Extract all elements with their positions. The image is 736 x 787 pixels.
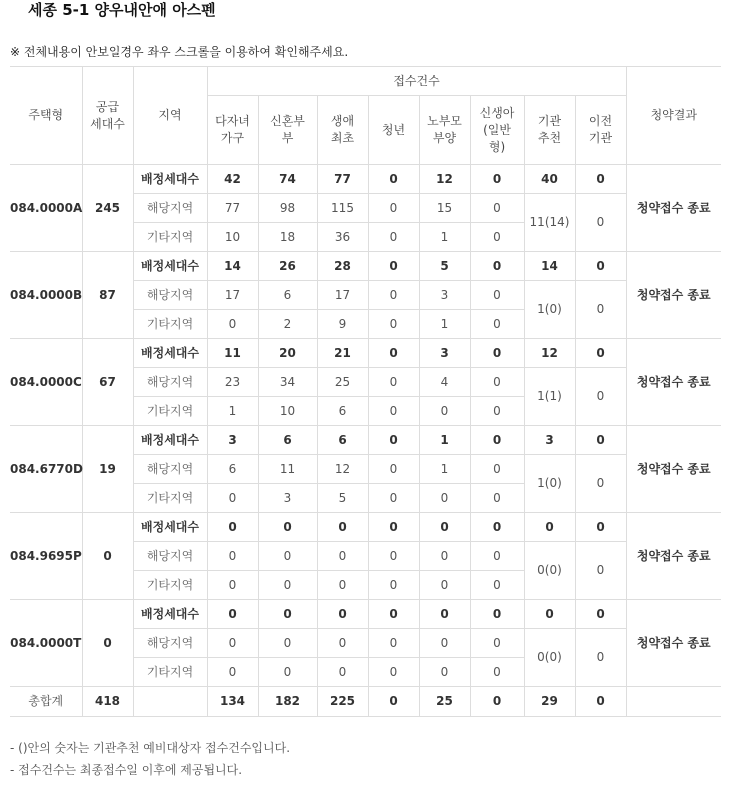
table-row xyxy=(10,426,721,455)
total-label-cell: 총합계 xyxy=(10,687,82,717)
housing-type-cell: 084.0000A xyxy=(10,165,82,252)
total-value-cell: 182 xyxy=(258,687,317,717)
header-relocation-agency: 이전 기관 xyxy=(575,96,626,165)
other-count-cell: 5 xyxy=(317,484,368,513)
region-label-cell: 배정세대수 xyxy=(133,513,207,542)
other-count-cell: 1 xyxy=(419,310,470,339)
allocated-count-cell: 0 xyxy=(575,426,626,455)
other-count-cell: 0 xyxy=(317,658,368,687)
empty-cell xyxy=(626,687,721,717)
result-status-cell: 청약접수 종료 xyxy=(626,426,721,513)
agency-count-cell: 1(0) xyxy=(524,455,575,513)
allocated-count-cell: 74 xyxy=(258,165,317,194)
allocated-count-cell: 5 xyxy=(419,252,470,281)
local-count-cell: 17 xyxy=(207,281,258,310)
total-value-cell: 0 xyxy=(575,687,626,717)
housing-type-cell: 084.0000C xyxy=(10,339,82,426)
other-count-cell: 0 xyxy=(258,658,317,687)
region-label-cell: 기타지역 xyxy=(133,310,207,339)
other-count-cell: 0 xyxy=(207,310,258,339)
local-count-cell: 11 xyxy=(258,455,317,484)
allocated-count-cell: 0 xyxy=(258,600,317,629)
region-label-cell: 기타지역 xyxy=(133,658,207,687)
other-count-cell: 0 xyxy=(368,223,419,252)
relocation-count-cell: 0 xyxy=(575,629,626,687)
allocated-count-cell: 0 xyxy=(470,252,524,281)
local-count-cell: 0 xyxy=(368,629,419,658)
region-label-cell: 배정세대수 xyxy=(133,426,207,455)
other-count-cell: 0 xyxy=(207,571,258,600)
result-status-cell: 청약접수 종료 xyxy=(626,252,721,339)
agency-count-cell: 0(0) xyxy=(524,542,575,600)
local-count-cell: 15 xyxy=(419,194,470,223)
footnotes xyxy=(10,737,290,781)
local-count-cell: 0 xyxy=(470,194,524,223)
table-body xyxy=(10,165,721,717)
other-count-cell: 0 xyxy=(419,397,470,426)
other-count-cell: 0 xyxy=(470,397,524,426)
housing-type-cell: 084.0000B xyxy=(10,252,82,339)
allocated-count-cell: 0 xyxy=(207,513,258,542)
local-count-cell: 0 xyxy=(470,368,524,397)
allocated-count-cell: 0 xyxy=(368,513,419,542)
allocated-count-cell: 40 xyxy=(524,165,575,194)
region-label-cell: 기타지역 xyxy=(133,397,207,426)
subscription-result-table xyxy=(10,66,721,717)
relocation-count-cell: 0 xyxy=(575,281,626,339)
allocated-count-cell: 28 xyxy=(317,252,368,281)
supply-count-cell: 67 xyxy=(82,339,133,426)
allocated-count-cell: 0 xyxy=(470,339,524,368)
other-count-cell: 0 xyxy=(419,571,470,600)
allocated-count-cell: 77 xyxy=(317,165,368,194)
local-count-cell: 3 xyxy=(419,281,470,310)
local-count-cell: 12 xyxy=(317,455,368,484)
allocated-count-cell: 0 xyxy=(317,600,368,629)
allocated-count-cell: 0 xyxy=(575,339,626,368)
allocated-count-cell: 14 xyxy=(207,252,258,281)
local-count-cell: 0 xyxy=(470,542,524,571)
allocated-count-cell: 42 xyxy=(207,165,258,194)
allocated-count-cell: 0 xyxy=(575,600,626,629)
other-count-cell: 0 xyxy=(368,658,419,687)
allocated-count-cell: 6 xyxy=(258,426,317,455)
table-row xyxy=(10,165,721,194)
other-count-cell: 0 xyxy=(368,571,419,600)
allocated-count-cell: 14 xyxy=(524,252,575,281)
region-label-cell: 기타지역 xyxy=(133,571,207,600)
table-row xyxy=(10,252,721,281)
region-label-cell: 해당지역 xyxy=(133,455,207,484)
other-count-cell: 10 xyxy=(258,397,317,426)
supply-count-cell: 0 xyxy=(82,513,133,600)
page-title: 세종 5-1 양우내안애 아스펜 xyxy=(28,1,216,19)
local-count-cell: 0 xyxy=(317,629,368,658)
agency-count-cell: 11(14) xyxy=(524,194,575,252)
allocated-count-cell: 0 xyxy=(575,165,626,194)
header-first-time: 생애 최초 xyxy=(317,96,368,165)
allocated-count-cell: 0 xyxy=(317,513,368,542)
local-count-cell: 0 xyxy=(207,542,258,571)
other-count-cell: 18 xyxy=(258,223,317,252)
relocation-count-cell: 0 xyxy=(575,194,626,252)
total-value-cell: 134 xyxy=(207,687,258,717)
allocated-count-cell: 0 xyxy=(368,600,419,629)
local-count-cell: 0 xyxy=(368,542,419,571)
local-count-cell: 0 xyxy=(470,629,524,658)
allocated-count-cell: 0 xyxy=(575,513,626,542)
allocated-count-cell: 0 xyxy=(470,600,524,629)
header-agency-recommend: 기관 추천 xyxy=(524,96,575,165)
local-count-cell: 0 xyxy=(368,194,419,223)
allocated-count-cell: 12 xyxy=(419,165,470,194)
other-count-cell: 0 xyxy=(317,571,368,600)
total-value-cell: 29 xyxy=(524,687,575,717)
other-count-cell: 1 xyxy=(419,223,470,252)
total-value-cell: 25 xyxy=(419,687,470,717)
allocated-count-cell: 0 xyxy=(368,426,419,455)
header-supply: 공급 세대수 xyxy=(82,67,133,165)
other-count-cell: 3 xyxy=(258,484,317,513)
supply-count-cell: 87 xyxy=(82,252,133,339)
supply-count-cell: 0 xyxy=(82,600,133,687)
allocated-count-cell: 6 xyxy=(317,426,368,455)
other-count-cell: 0 xyxy=(368,310,419,339)
housing-type-cell: 084.9695P xyxy=(10,513,82,600)
allocated-count-cell: 0 xyxy=(207,600,258,629)
allocated-count-cell: 0 xyxy=(575,252,626,281)
header-parent-support: 노부모 부양 xyxy=(419,96,470,165)
other-count-cell: 10 xyxy=(207,223,258,252)
other-count-cell: 0 xyxy=(470,571,524,600)
result-status-cell: 청약접수 종료 xyxy=(626,513,721,600)
local-count-cell: 0 xyxy=(470,455,524,484)
other-count-cell: 0 xyxy=(207,484,258,513)
allocated-count-cell: 11 xyxy=(207,339,258,368)
other-count-cell: 0 xyxy=(470,484,524,513)
region-label-cell: 해당지역 xyxy=(133,368,207,397)
table-row xyxy=(10,600,721,629)
allocated-count-cell: 0 xyxy=(524,513,575,542)
agency-count-cell: 1(1) xyxy=(524,368,575,426)
table-row xyxy=(10,339,721,368)
other-count-cell: 0 xyxy=(470,223,524,252)
local-count-cell: 34 xyxy=(258,368,317,397)
other-count-cell: 0 xyxy=(368,397,419,426)
other-count-cell: 2 xyxy=(258,310,317,339)
allocated-count-cell: 20 xyxy=(258,339,317,368)
local-count-cell: 6 xyxy=(258,281,317,310)
region-label-cell: 해당지역 xyxy=(133,194,207,223)
local-count-cell: 0 xyxy=(419,629,470,658)
other-count-cell: 6 xyxy=(317,397,368,426)
region-label-cell: 기타지역 xyxy=(133,223,207,252)
region-label-cell: 배정세대수 xyxy=(133,339,207,368)
header-youth: 청년 xyxy=(368,96,419,165)
footnote: - ()안의 숫자는 기관추천 예비대상자 접수건수입니다. xyxy=(10,741,291,755)
local-count-cell: 0 xyxy=(258,629,317,658)
relocation-count-cell: 0 xyxy=(575,368,626,426)
housing-type-cell: 084.0000T xyxy=(10,600,82,687)
region-label-cell: 배정세대수 xyxy=(133,252,207,281)
region-label-cell: 해당지역 xyxy=(133,281,207,310)
local-count-cell: 77 xyxy=(207,194,258,223)
other-count-cell: 0 xyxy=(470,310,524,339)
header-receipt-count: 접수건수 xyxy=(207,67,626,96)
local-count-cell: 98 xyxy=(258,194,317,223)
supply-count-cell: 19 xyxy=(82,426,133,513)
local-count-cell: 0 xyxy=(207,629,258,658)
local-count-cell: 1 xyxy=(419,455,470,484)
total-value-cell: 0 xyxy=(368,687,419,717)
allocated-count-cell: 3 xyxy=(524,426,575,455)
scroll-notice: ※ 전체내용이 안보일경우 좌우 스크롤을 이용하여 확인해주세요. xyxy=(10,45,349,59)
local-count-cell: 23 xyxy=(207,368,258,397)
header-newlywed: 신혼부 부 xyxy=(258,96,317,165)
allocated-count-cell: 0 xyxy=(470,165,524,194)
other-count-cell: 36 xyxy=(317,223,368,252)
relocation-count-cell: 0 xyxy=(575,542,626,600)
other-count-cell: 0 xyxy=(419,658,470,687)
local-count-cell: 4 xyxy=(419,368,470,397)
agency-count-cell: 0(0) xyxy=(524,629,575,687)
local-count-cell: 0 xyxy=(317,542,368,571)
result-status-cell: 청약접수 종료 xyxy=(626,339,721,426)
allocated-count-cell: 0 xyxy=(258,513,317,542)
housing-type-cell: 084.6770D xyxy=(10,426,82,513)
allocated-count-cell: 1 xyxy=(419,426,470,455)
header-result: 청약결과 xyxy=(626,67,721,165)
footnote: - 접수건수는 최종접수일 이후에 제공됩니다. xyxy=(10,763,243,777)
local-count-cell: 115 xyxy=(317,194,368,223)
allocated-count-cell: 3 xyxy=(419,339,470,368)
other-count-cell: 0 xyxy=(207,658,258,687)
relocation-count-cell: 0 xyxy=(575,455,626,513)
other-count-cell: 0 xyxy=(258,571,317,600)
region-label-cell: 해당지역 xyxy=(133,629,207,658)
allocated-count-cell: 0 xyxy=(419,600,470,629)
region-label-cell: 기타지역 xyxy=(133,484,207,513)
allocated-count-cell: 0 xyxy=(470,513,524,542)
allocated-count-cell: 0 xyxy=(368,252,419,281)
local-count-cell: 0 xyxy=(470,281,524,310)
local-count-cell: 6 xyxy=(207,455,258,484)
agency-count-cell: 1(0) xyxy=(524,281,575,339)
allocated-count-cell: 0 xyxy=(524,600,575,629)
local-count-cell: 25 xyxy=(317,368,368,397)
allocated-count-cell: 0 xyxy=(368,165,419,194)
empty-cell xyxy=(133,687,207,717)
other-count-cell: 0 xyxy=(419,484,470,513)
supply-count-cell: 245 xyxy=(82,165,133,252)
allocated-count-cell: 3 xyxy=(207,426,258,455)
table-row xyxy=(10,513,721,542)
local-count-cell: 17 xyxy=(317,281,368,310)
total-row xyxy=(10,687,721,717)
allocated-count-cell: 12 xyxy=(524,339,575,368)
result-status-cell: 청약접수 종료 xyxy=(626,165,721,252)
result-status-cell: 청약접수 종료 xyxy=(626,600,721,687)
header-multi-child: 다자녀 가구 xyxy=(207,96,258,165)
local-count-cell: 0 xyxy=(419,542,470,571)
local-count-cell: 0 xyxy=(368,368,419,397)
allocated-count-cell: 26 xyxy=(258,252,317,281)
total-value-cell: 225 xyxy=(317,687,368,717)
header-newborn: 신생아 (일반 형) xyxy=(470,96,524,165)
other-count-cell: 0 xyxy=(368,484,419,513)
region-label-cell: 해당지역 xyxy=(133,542,207,571)
total-value-cell: 0 xyxy=(470,687,524,717)
region-label-cell: 배정세대수 xyxy=(133,165,207,194)
allocated-count-cell: 0 xyxy=(419,513,470,542)
other-count-cell: 1 xyxy=(207,397,258,426)
local-count-cell: 0 xyxy=(258,542,317,571)
total-supply-cell: 418 xyxy=(82,687,133,717)
allocated-count-cell: 0 xyxy=(368,339,419,368)
header-type: 주택형 xyxy=(10,67,82,165)
allocated-count-cell: 0 xyxy=(470,426,524,455)
header-region: 지역 xyxy=(133,67,207,165)
local-count-cell: 0 xyxy=(368,281,419,310)
region-label-cell: 배정세대수 xyxy=(133,600,207,629)
allocated-count-cell: 21 xyxy=(317,339,368,368)
other-count-cell: 0 xyxy=(470,658,524,687)
other-count-cell: 9 xyxy=(317,310,368,339)
local-count-cell: 0 xyxy=(368,455,419,484)
